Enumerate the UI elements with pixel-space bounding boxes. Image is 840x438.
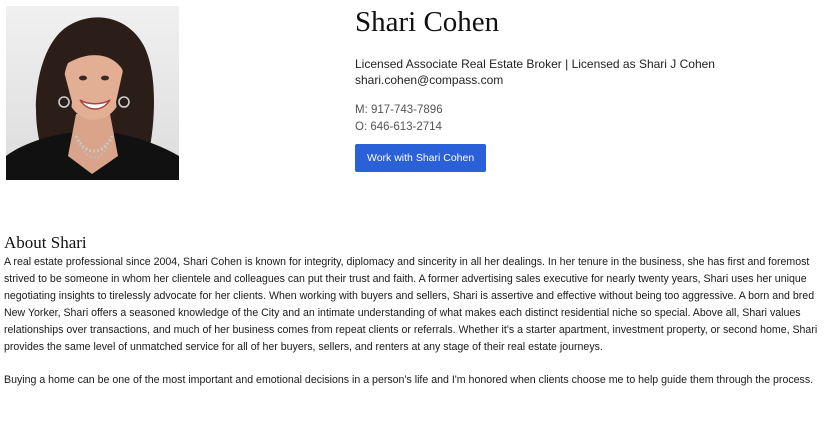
- agent-phones: [355, 102, 825, 136]
- mobile-phone[interactable]: M: 917-743-7896: [355, 104, 443, 116]
- agent-license-title: Licensed Associate Real Estate Broker | Licensed as Shari J Cohen: [355, 57, 715, 71]
- office-phone[interactable]: O: 646-613-2714: [355, 121, 442, 133]
- about-section: [4, 232, 830, 389]
- about-heading: About Shari: [4, 233, 87, 252]
- agent-photo: [6, 6, 179, 180]
- about-paragraph-2: Buying a home can be one of the most important and emotional decisions in a person's life and I'm honored when clients choose me to help guide them through the process.: [4, 374, 814, 386]
- work-with-agent-button[interactable]: Work with Shari Cohen: [355, 144, 486, 172]
- agent-headshot-icon: [6, 6, 179, 180]
- about-paragraph-1: A real estate professional since 2004, Shari Cohen is known for integrity, diplomacy and sincerity in all her dealings. In her tenure in the business, she has first and foremost strived to be someone in whom her clientele and colleagues can put their trust and faith. A former advertising sales executive for nearly twenty years, Shari uses her unique negotiating insights to tirelessly advocate for her clients. When working with buyers and sellers, Shari is assertive and effective without being too aggressive. A born and bred New Yorker, Shari offers a seasoned knowledge of the City and an intimate understanding of what makes each distinct residential niche so special. Above all, Shari values relationships over transactions, and much of her business comes from repeat clients or referrals. Whether it's a starter apartment, investment property, or second home, Shari provides the same level of unmatched service for all of her buyers, sellers, and renters at any stage of their real estate journeys.: [4, 256, 818, 353]
- agent-name: Shari Cohen: [355, 6, 500, 38]
- agent-email-link[interactable]: shari.cohen@compass.com: [355, 73, 504, 87]
- agent-profile: [355, 4, 825, 172]
